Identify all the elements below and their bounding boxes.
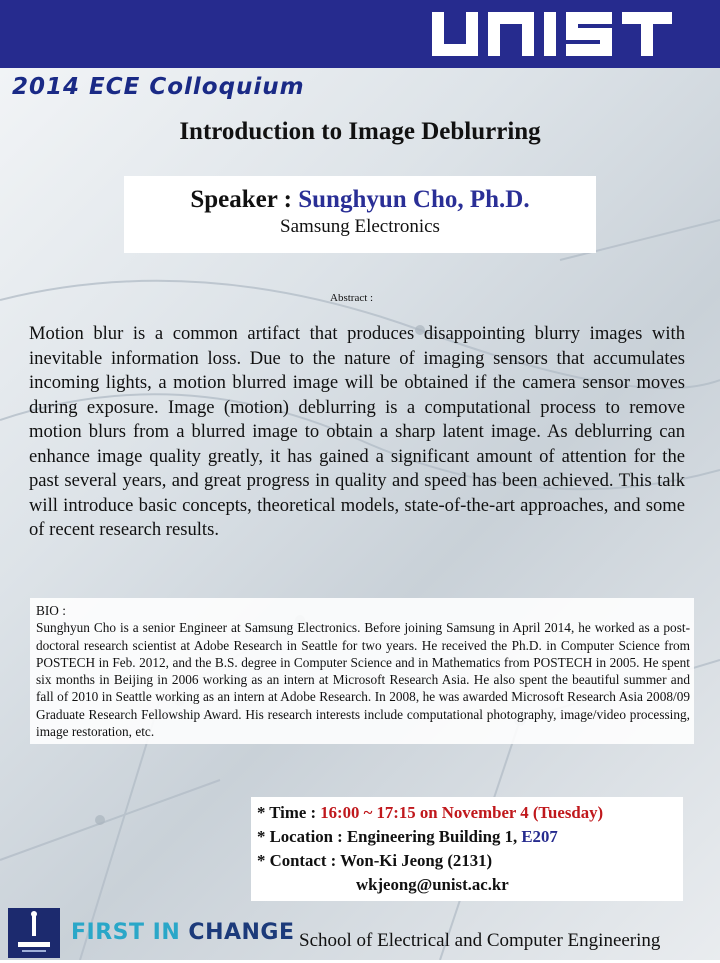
speaker-label: Speaker : (190, 186, 292, 213)
time-line (257, 801, 683, 825)
bio-label: BIO : (36, 603, 66, 618)
event-name: 2014 ECE Colloquium (12, 74, 305, 100)
abstract-label: Abstract : (330, 292, 374, 304)
event-info-box (251, 797, 683, 901)
location-line (257, 825, 683, 849)
header-bar (0, 0, 720, 68)
talk-title: Introduction to Image Deblurring (179, 118, 541, 145)
speaker-box (124, 176, 596, 253)
slogan (71, 920, 295, 945)
unist-logo (432, 12, 672, 58)
time-label: * Time : (257, 803, 317, 822)
bio-box (30, 598, 694, 744)
location-room: E207 (521, 827, 558, 846)
abstract-text: Motion blur is a common artifact that produces disappointing blurry images with inevitable information loss. Due to the nature of imaging sensors that accumulates incoming lights, a motion blurred image will be obtained if the camera sensor moves during exposure. Image (motion) deblurring is a computational process to remove motion blurs from a blurred image to obtain a sharp latent image. As deblurring can enhance image quality greatly, it has gained a significant amount of attention for the past several years, and great progress in quality and speed has been achieved. This talk will introduce basic concepts, theoretical models, state-of-the-art approaches, and some of recent research results. (29, 323, 685, 540)
location-label: * Location : Engineering Building 1, (257, 827, 518, 846)
slogan-part1: FIRST IN (71, 920, 189, 945)
contact-email[interactable]: wkjeong@unist.ac.kr (356, 875, 509, 894)
unist-emblem (8, 908, 60, 958)
slogan-part2: CHANGE (188, 920, 295, 945)
speaker-affiliation: Samsung Electronics (280, 216, 440, 237)
time-value: 16:00 ~ 17:15 on November 4 (Tuesday) (320, 803, 604, 822)
speaker-name: Sunghyun Cho, Ph.D. (298, 186, 530, 213)
school-name: School of Electrical and Computer Engineering (299, 930, 661, 951)
bio-text: Sunghyun Cho is a senior Engineer at Samsung Electronics. Before joining Samsung in April 2014, he worked as a post-doctoral research scientist at Adobe Research in Seattle for two years. He received the Ph.D. in Computer Science from POSTECH in Feb. 2012, and the B.S. degree in Computer Science and in Mathematics from POSTECH in 2005. He spent six months in Beijing in 2006 working as an intern at Microsoft Research Asia. He also spent the beautiful summer and fall of 2010 in Seattle working as an intern at Adobe Research. In 2008, he was awarded Microsoft Research Asia 2008/09 Graduate Research Fellowship Award. His research interests include computational photography, image/video processing, image restoration, etc. (36, 620, 690, 740)
emblem-graphic (8, 908, 60, 958)
speaker-line (124, 186, 596, 214)
contact-line: * Contact : Won-Ki Jeong (2131) (257, 851, 493, 870)
